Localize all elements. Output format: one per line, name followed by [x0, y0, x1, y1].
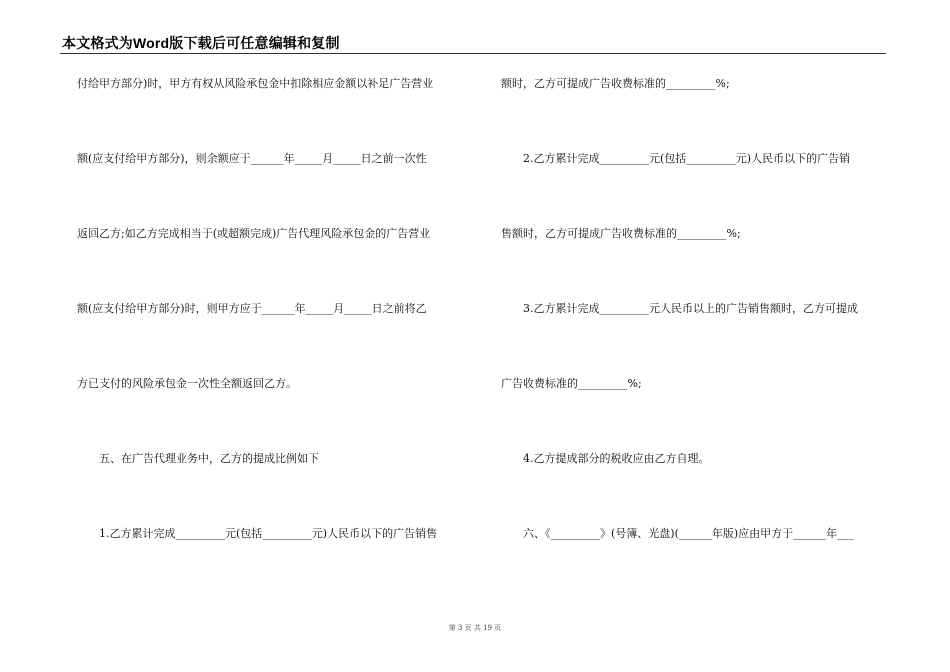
right-line-4: 3.乙方累计完成_________元人民币以上的广告销售额时，乙方可提成	[501, 302, 858, 315]
page-header-title: 本文格式为Word版下载后可任意编辑和复制	[62, 35, 340, 51]
left-line-3: 返回乙方;如乙方完成相当于(或超额完成)广告代理风险承包金的广告营业	[77, 227, 431, 240]
left-line-6: 五、在广告代理业务中，乙方的提成比例如下	[77, 452, 319, 465]
right-line-3: 售额时，乙方可提成广告收费标准的_________%;	[501, 227, 741, 240]
left-line-5: 方已支付的风险承包金一次性全额返回乙方。	[77, 377, 297, 390]
right-line-7: 六、《_________》(号簿、光盘)(______年版)应由甲方于______年___	[501, 527, 854, 540]
page-number: 第 3 页 共 19 页	[448, 624, 502, 632]
right-line-2: 2.乙方累计完成_________元(包括_________元)人民币以下的广告销	[501, 152, 851, 165]
left-line-1: 付给甲方部分)时，甲方有权从风险承包金中扣除相应金额以补足广告营业	[77, 77, 434, 90]
left-line-4: 额(应支付给甲方部分)时，则甲方应于______年_____月_____日之前将乙	[77, 302, 427, 315]
right-line-6: 4.乙方提成部分的税收应由乙方自理。	[501, 452, 710, 465]
right-line-1: 额时，乙方可提成广告收费标准的_________%;	[501, 77, 730, 90]
right-line-5: 广告收费标准的_________%;	[501, 377, 642, 390]
header-divider	[60, 53, 886, 54]
left-line-7: 1.乙方累计完成_________元(包括_________元)人民币以下的广告销售	[77, 527, 438, 540]
left-line-2: 额(应支付给甲方部分)，则余额应于______年_____月_____日之前一次性	[77, 152, 427, 165]
